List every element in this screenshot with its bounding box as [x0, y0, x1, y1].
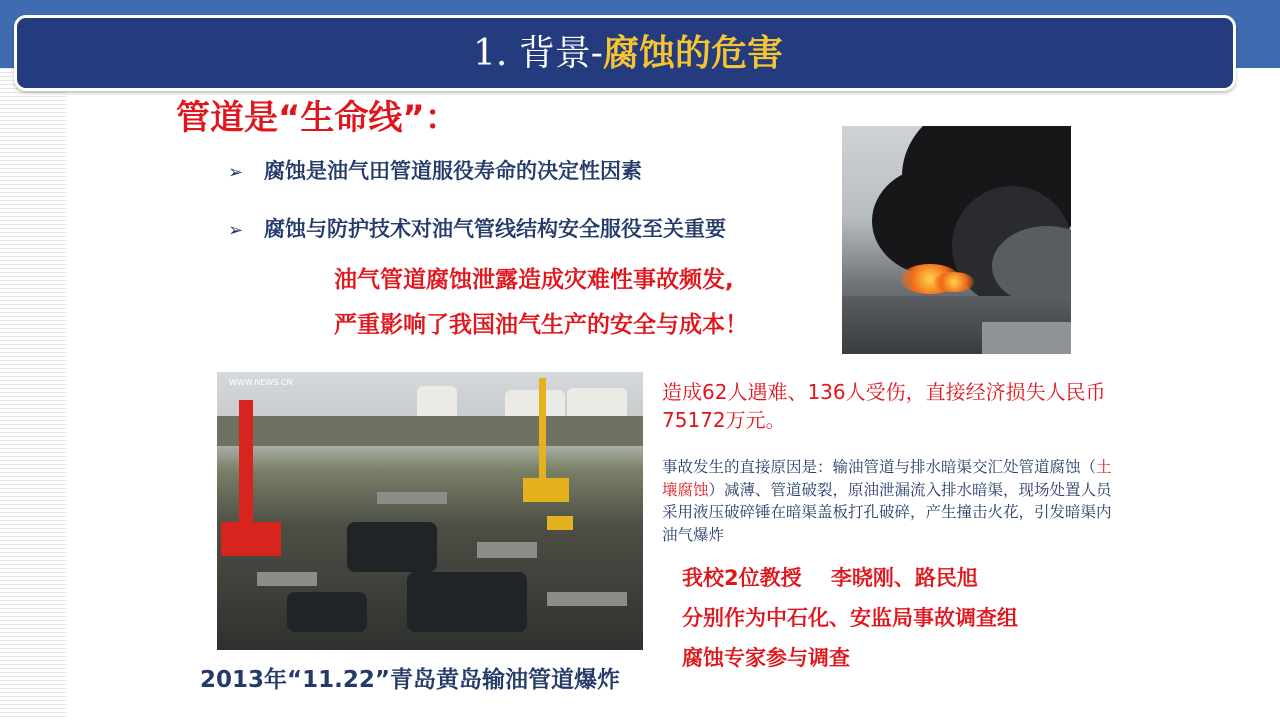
cause-highlight: 土壤腐蚀: [662, 458, 1112, 499]
bullet-item: [228, 214, 726, 246]
expert-line: 我校2位教授 李晓刚、路民旭: [682, 566, 978, 590]
emphasis-line: 严重影响了我国油气生产的安全与成本！: [334, 312, 748, 338]
arrow-bullet-icon: ➢: [228, 162, 244, 183]
bullet-item: [228, 156, 642, 188]
left-stripe-decoration: [0, 68, 66, 720]
title-prefix: 1. 背景-: [473, 33, 603, 74]
fire-smoke-photo: [842, 126, 1071, 354]
casualty-statistics: 造成62人遇难、136人受伤，直接经济损失人民币75172万元。: [662, 380, 1106, 432]
arrow-bullet-icon: ➢: [228, 220, 244, 241]
bullet-text: 腐蚀是油气田管道服役寿命的决定性因素: [264, 159, 642, 183]
expert-line: 分别作为中石化、安监局事故调查组: [682, 606, 1018, 630]
photo-watermark: WWW.NEWS.CN: [229, 378, 293, 387]
bullet-text: 腐蚀与防护技术对油气管线结构安全服役至关重要: [264, 217, 726, 241]
section-heading: 管道是“生命线”：: [176, 98, 459, 138]
header-bar: [14, 15, 1236, 91]
slide-title: [17, 32, 1239, 76]
cause-text-after: ）减薄、管道破裂，原油泄漏流入排水暗渠，现场处置人员采用液压破碎锤在暗渠盖板打孔破碎，产生撞击火花，引发暗渠内油气爆炸: [662, 480, 1112, 544]
explosion-site-photo: [217, 372, 643, 650]
emphasis-line: 油气管道腐蚀泄露造成灾难性事故频发,: [334, 267, 734, 293]
accident-cause-text: [662, 456, 1114, 546]
title-accent: 腐蚀的危害: [602, 33, 783, 74]
photo-caption: 2013年“11.22”青岛黄岛输油管道爆炸: [200, 667, 620, 693]
expert-line: 腐蚀专家参与调查: [682, 646, 850, 670]
cause-text-before: 事故发生的直接原因是：输油管道与排水暗渠交汇处管道腐蚀（: [662, 458, 1097, 476]
